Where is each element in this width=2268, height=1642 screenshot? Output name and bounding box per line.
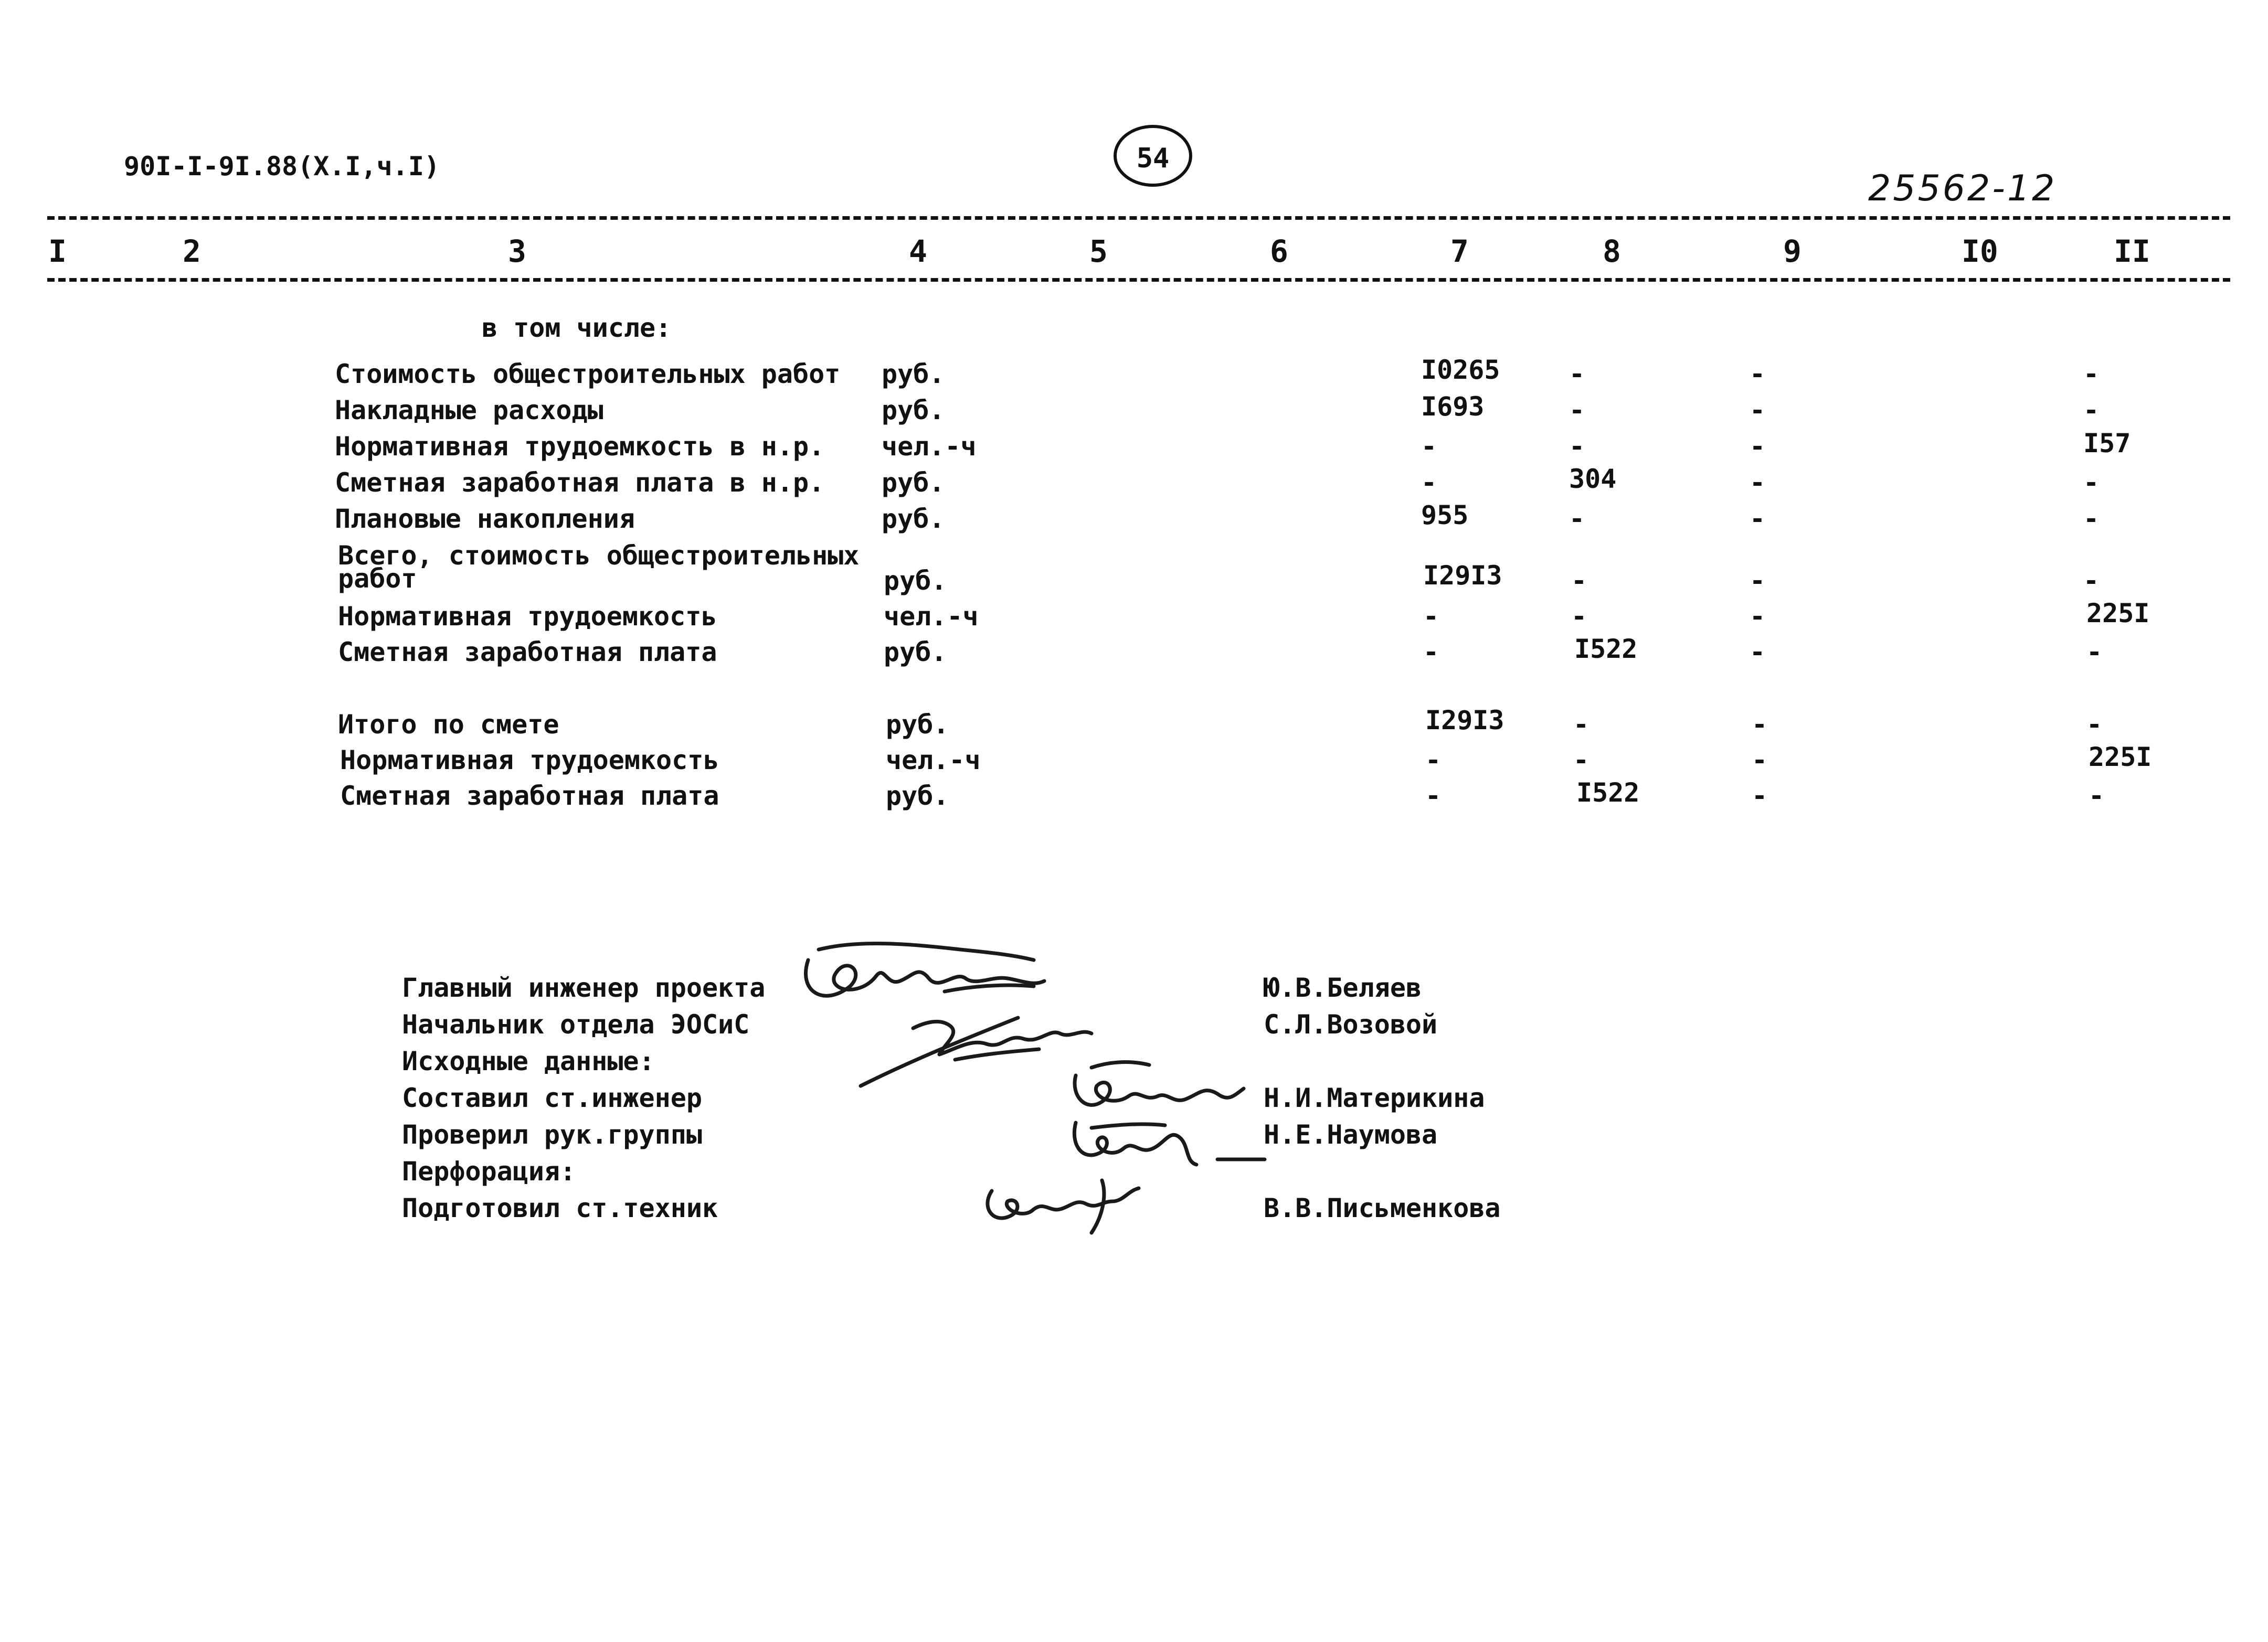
col11-value: - xyxy=(2086,709,2103,740)
signer-name: Н.И.Материкина xyxy=(1264,1083,1485,1113)
row-unit: руб. xyxy=(882,467,945,498)
signer-role: Начальник отдела ЭОСиС xyxy=(402,1009,750,1040)
col8-value: - xyxy=(1569,359,1585,389)
col8-value: - xyxy=(1573,709,1589,740)
row-name: Плановые накопления xyxy=(335,504,635,534)
signer-role: Перфорация: xyxy=(402,1156,576,1187)
row-unit: руб. xyxy=(884,637,947,667)
col11-value: - xyxy=(2083,566,2100,596)
col8-value: 304 xyxy=(1569,464,1617,494)
col9-value: - xyxy=(1750,359,1766,389)
signer-name: С.Л.Возовой xyxy=(1264,1009,1438,1040)
signer-role: Подготовил ст.техник xyxy=(402,1193,718,1223)
col11-value: I57 xyxy=(2083,428,2131,459)
column-header: 3 xyxy=(508,233,526,269)
col8-value: - xyxy=(1569,431,1585,462)
column-header: 2 xyxy=(183,233,201,269)
col9-value: - xyxy=(1750,431,1766,462)
row-name: Накладные расходы xyxy=(335,395,603,425)
col7-value: - xyxy=(1425,781,1442,811)
col7-value: - xyxy=(1425,745,1442,775)
signer-role: Проверил рук.группы xyxy=(402,1119,702,1150)
row-unit: руб. xyxy=(886,709,949,740)
col7-value: I29I3 xyxy=(1425,705,1504,735)
row-name: Нормативная трудоемкость xyxy=(338,601,717,632)
column-header: 5 xyxy=(1089,233,1108,269)
col7-value: - xyxy=(1423,637,1439,667)
row-unit: чел.-ч xyxy=(884,601,979,632)
row-name: Нормативная трудоемкость xyxy=(340,745,719,775)
row-name-line2: работ xyxy=(338,563,417,594)
col8-value: - xyxy=(1569,504,1585,534)
col11-value: - xyxy=(2083,467,2100,498)
col9-value: - xyxy=(1750,566,1766,596)
col11-value: - xyxy=(2089,781,2105,811)
row-unit: руб. xyxy=(884,566,947,596)
signer-name: В.В.Письменкова xyxy=(1264,1193,1501,1223)
col11-value: - xyxy=(2083,504,2100,534)
row-unit: чел.-ч xyxy=(886,745,981,775)
col8-value: - xyxy=(1573,745,1589,775)
row-unit: руб. xyxy=(882,504,945,534)
col7-value: - xyxy=(1421,467,1437,498)
header-top-rule xyxy=(47,216,2230,220)
signer-role: Исходные данные: xyxy=(402,1046,655,1076)
col11-value: - xyxy=(2086,637,2103,667)
signer-name: Ю.В.Беляев xyxy=(1264,973,1422,1003)
signer-role: Составил ст.инженер xyxy=(402,1083,702,1113)
col9-value: - xyxy=(1752,709,1768,740)
col11-value: - xyxy=(2083,359,2100,389)
page-number-stamp xyxy=(1114,125,1192,187)
column-header: I xyxy=(48,233,67,269)
column-header: 9 xyxy=(1783,233,1801,269)
row-name: Нормативная трудоемкость в н.р. xyxy=(335,431,825,462)
col9-value: - xyxy=(1750,467,1766,498)
col8-value: I522 xyxy=(1574,634,1638,664)
col9-value: - xyxy=(1752,781,1768,811)
section-title: в том числе: xyxy=(482,313,672,343)
column-header: 4 xyxy=(909,233,927,269)
header-bottom-rule xyxy=(47,278,2230,282)
row-name: Стоимость общестроительных работ xyxy=(335,359,841,389)
signer-name: Н.Е.Наумова xyxy=(1264,1119,1438,1150)
col9-value: - xyxy=(1750,395,1766,425)
handwritten-archive-code: 25562-12 xyxy=(1868,168,2057,209)
document-code: 90I-I-9I.88(X.I,ч.I) xyxy=(124,151,440,182)
col7-value: I29I3 xyxy=(1423,560,1502,591)
col11-value: 225I xyxy=(2086,598,2150,628)
col7-value: - xyxy=(1423,601,1439,632)
col7-value: I0265 xyxy=(1421,355,1500,385)
column-header: 6 xyxy=(1270,233,1288,269)
signer-role: Главный инженер проекта xyxy=(402,973,766,1003)
row-unit: руб. xyxy=(882,359,945,389)
col8-value: I522 xyxy=(1576,777,1640,808)
col9-value: - xyxy=(1750,601,1766,632)
row-unit: руб. xyxy=(886,781,949,811)
row-name: Итого по смете xyxy=(338,709,559,740)
col9-value: - xyxy=(1752,745,1768,775)
column-header: 8 xyxy=(1603,233,1621,269)
column-header: I0 xyxy=(1962,233,1998,269)
row-name: Сметная заработная плата xyxy=(338,637,717,667)
column-header: 7 xyxy=(1450,233,1469,269)
signature-senior-technician xyxy=(971,1159,1160,1243)
col7-value: I693 xyxy=(1421,391,1485,422)
col9-value: - xyxy=(1750,504,1766,534)
col9-value: - xyxy=(1750,637,1766,667)
col8-value: - xyxy=(1569,395,1585,425)
row-unit: чел.-ч xyxy=(882,431,977,462)
row-name-line1: Всего, стоимость общестроительных xyxy=(338,540,860,571)
col7-value: 955 xyxy=(1421,500,1469,530)
row-name: Сметная заработная плата в н.р. xyxy=(335,467,825,498)
col7-value: - xyxy=(1421,431,1437,462)
page-number: 54 xyxy=(1136,143,1170,174)
row-unit: руб. xyxy=(882,395,945,425)
col11-value: 225I xyxy=(2089,742,2152,772)
column-header: II xyxy=(2114,233,2150,269)
col8-value: - xyxy=(1571,566,1587,596)
row-name: Сметная заработная плата xyxy=(340,781,719,811)
col8-value: - xyxy=(1571,601,1587,632)
col11-value: - xyxy=(2083,395,2100,425)
